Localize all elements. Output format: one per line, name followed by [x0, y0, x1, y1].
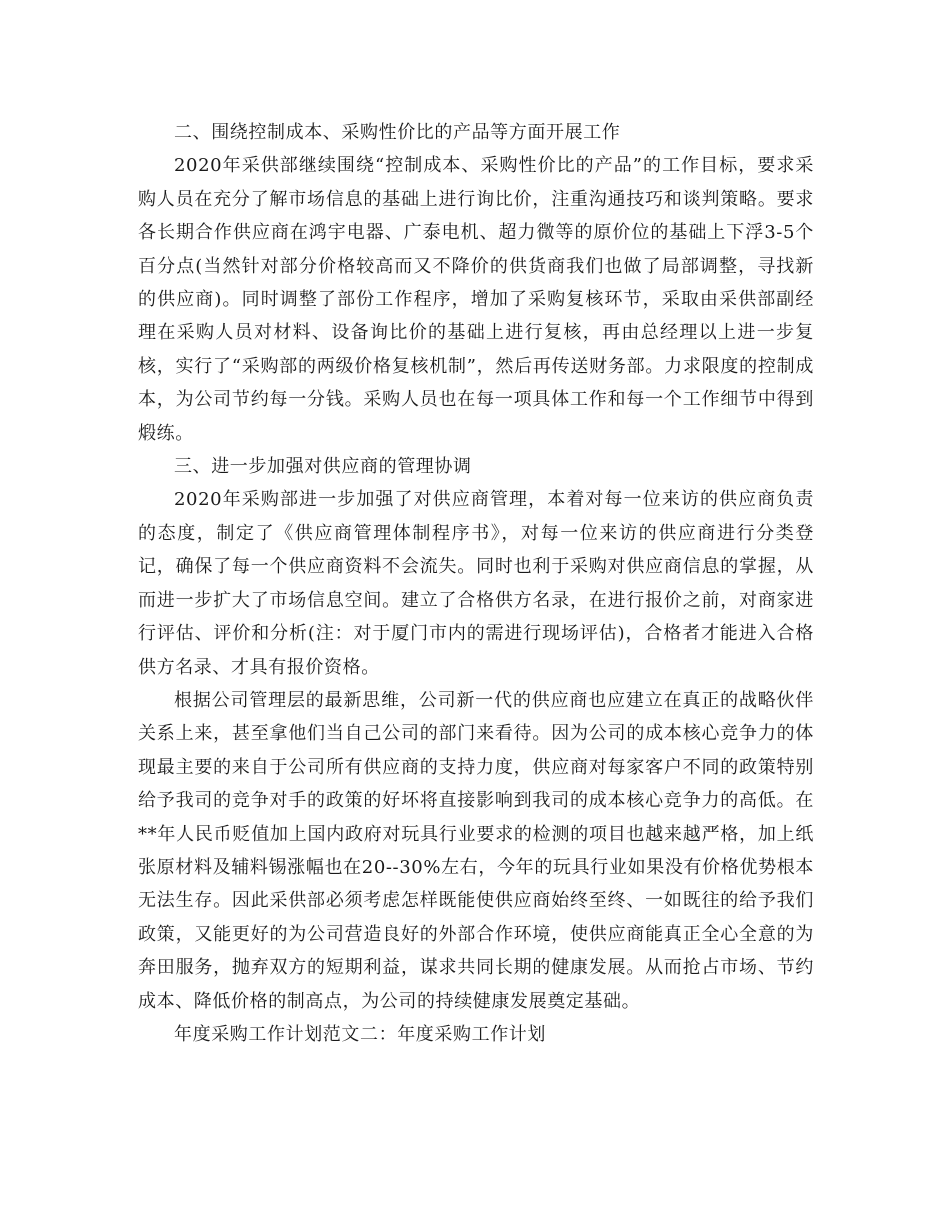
section-heading-cost-control: 二、围绕控制成本、采购性价比的产品等方面开展工作: [174, 122, 621, 143]
paragraph-cost-control: 2020年采供部继续围绕“控制成本、采购性价比的产品”的工作目标，要求采购人员在充分了解市场信息的基础上进行询比价，注重沟通技巧和谈判策略。要求各长期合作供应商在鸿宇电器、广泰电机、超力微等的原价位的基础上下浮3-5个百分点(当然针对部分价格较高而又不降价的供货商我们也做了局部调整，寻找新的供应商)。同时调整了部份工作程序，增加了采购复核环节，采取由采供部副经理在采购人员对材料、设备询比价的基础上进行复核，再由总经理以上进一步复核，实行了“采购部的两级价格复核机制”，然后再传送财务部。力求限度的控制成本，为公司节约每一分钱。采购人员也在每一项具体工作和每一个工作细节中得到煅练。: [138, 155, 814, 444]
document-body: [138, 116, 814, 1051]
section-heading-plan-sample-two: 年度采购工作计划范文二：年度采购工作计划: [174, 1023, 546, 1045]
paragraph-strategic-partnership: 根据公司管理层的最新思维，公司新一代的供应商也应建立在真正的战略伙伴关系上来，甚至拿他们当自己公司的部门来看待。因为公司的成本核心竞争力的体现最主要的来自于公司所有供应商的支持力度，供应商对每家客户不同的政策特别给予我司的竞争对手的政策的好坏将直接影响到我司的成本核心竞争力的高低。在**年人民币贬值加上国内政府对玩具行业要求的检测的项目也越来越严格，加上纸张原材料及辅料锡涨幅也在20--30%左右，今年的玩具行业如果没有价格优势根本无法生存。因此采供部必须考虑怎样既能使供应商始终至终、一如既往的给予我们政策，又能更好的为公司营造良好的外部合作环境，使供应商能真正全心全意的为奔田服务，抛弃双方的短期利益，谋求共同长期的健康发展。从而抢占市场、节约成本、降低价格的制高点，为公司的持续健康发展奠定基础。: [138, 689, 814, 1012]
paragraph-supplier-management: 2020年采购部进一步加强了对供应商管理，本着对每一位来访的供应商负责的态度，制定了《供应商管理体制程序书》，对每一位来访的供应商进行分类登记，确保了每一个供应商资料不会流失。同时也利于采购对供应商信息的掌握，从而进一步扩大了市场信息空间。建立了合格供方名录，在进行报价之前，对商家进行评估、评价和分析(注：对于厦门市内的需进行现场评估)，合格者才能进入合格供方名录、才具有报价资格。: [138, 489, 814, 678]
section-heading-supplier-management: 三、进一步加强对供应商的管理协调: [174, 456, 472, 478]
